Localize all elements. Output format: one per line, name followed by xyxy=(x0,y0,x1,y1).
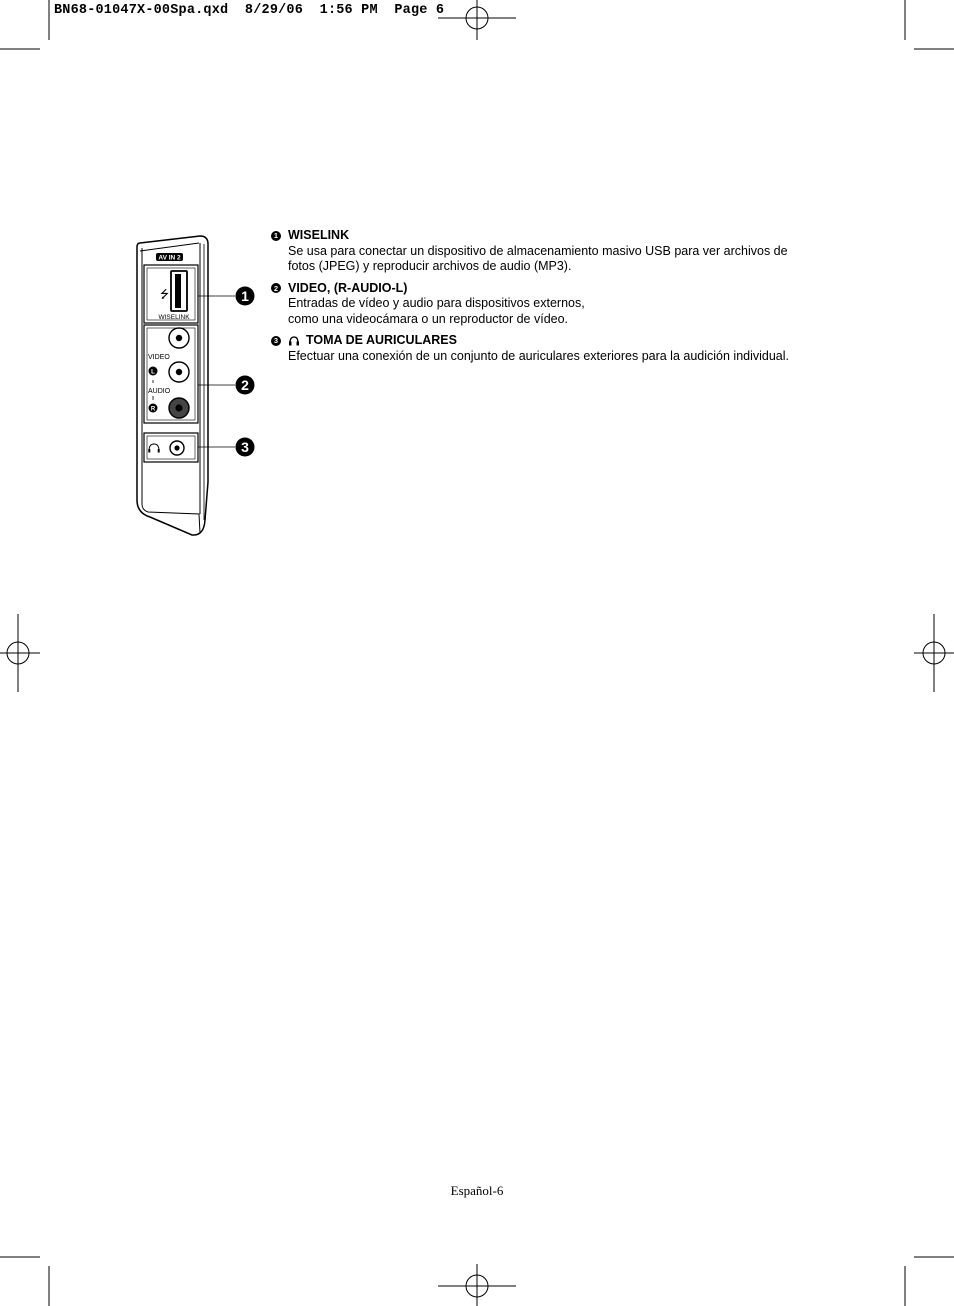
connector-descriptions xyxy=(271,228,831,370)
page-number: Español-6 xyxy=(450,1183,504,1198)
callout-2 xyxy=(236,376,255,395)
item-headphone-jack xyxy=(271,333,831,364)
item-title: VIDEO, (R-AUDIO-L) xyxy=(288,280,408,295)
item-text-line: como una videocámara o un reproductor de vídeo. xyxy=(288,311,569,326)
item-number-badge: 1 xyxy=(271,231,281,241)
usb-port-label: WISELINK xyxy=(158,314,190,321)
callout-1 xyxy=(236,287,255,306)
usb-icon: ⭍ xyxy=(160,288,170,301)
side-panel-illustration xyxy=(130,230,260,540)
item-text-line: fotos (JPEG) y reproducir archivos de audio (MP3). xyxy=(288,259,572,273)
headphones-icon xyxy=(288,335,300,346)
item-heading xyxy=(271,333,831,349)
item-text-line: Efectuar una conexión de un conjunto de auriculares exteriores para la audición individual. xyxy=(288,348,790,363)
item-body xyxy=(271,244,831,275)
registration-target-top xyxy=(438,0,516,40)
item-number-badge: 2 xyxy=(271,283,281,293)
item-text-line: Entradas de vídeo y audio para dispositivos externos, xyxy=(288,296,585,310)
video-label: VIDEO xyxy=(148,354,170,361)
callout-3 xyxy=(236,438,255,457)
item-heading xyxy=(271,281,831,297)
item-title: TOMA DE AURICULARES xyxy=(306,333,457,347)
audio-label: AUDIO xyxy=(148,388,171,395)
av-in-badge-label: AV IN 2 xyxy=(158,254,181,262)
item-title: WISELINK xyxy=(288,228,350,242)
item-wiselink xyxy=(271,228,831,275)
file-slug: BN68-01047X-00Spa.qxd 8/29/06 1:56 PM Page 6 xyxy=(54,3,445,18)
item-heading xyxy=(271,228,831,244)
left-audio-marker: L xyxy=(151,369,155,376)
svg-text:3: 3 xyxy=(241,439,249,455)
item-text-line: Se usa para conectar un dispositivo de almacenamiento masivo USB para ver archivos de xyxy=(288,243,788,258)
registration-target-bottom xyxy=(438,1264,516,1306)
item-body xyxy=(271,349,831,365)
item-number-badge: 3 xyxy=(271,336,281,346)
svg-text:1: 1 xyxy=(241,288,249,304)
item-video-audio xyxy=(271,281,831,328)
registration-target-left xyxy=(0,614,40,692)
item-body xyxy=(271,296,831,327)
right-audio-marker: R xyxy=(150,406,156,413)
svg-text:2: 2 xyxy=(241,377,249,393)
registration-target-right xyxy=(914,614,954,692)
